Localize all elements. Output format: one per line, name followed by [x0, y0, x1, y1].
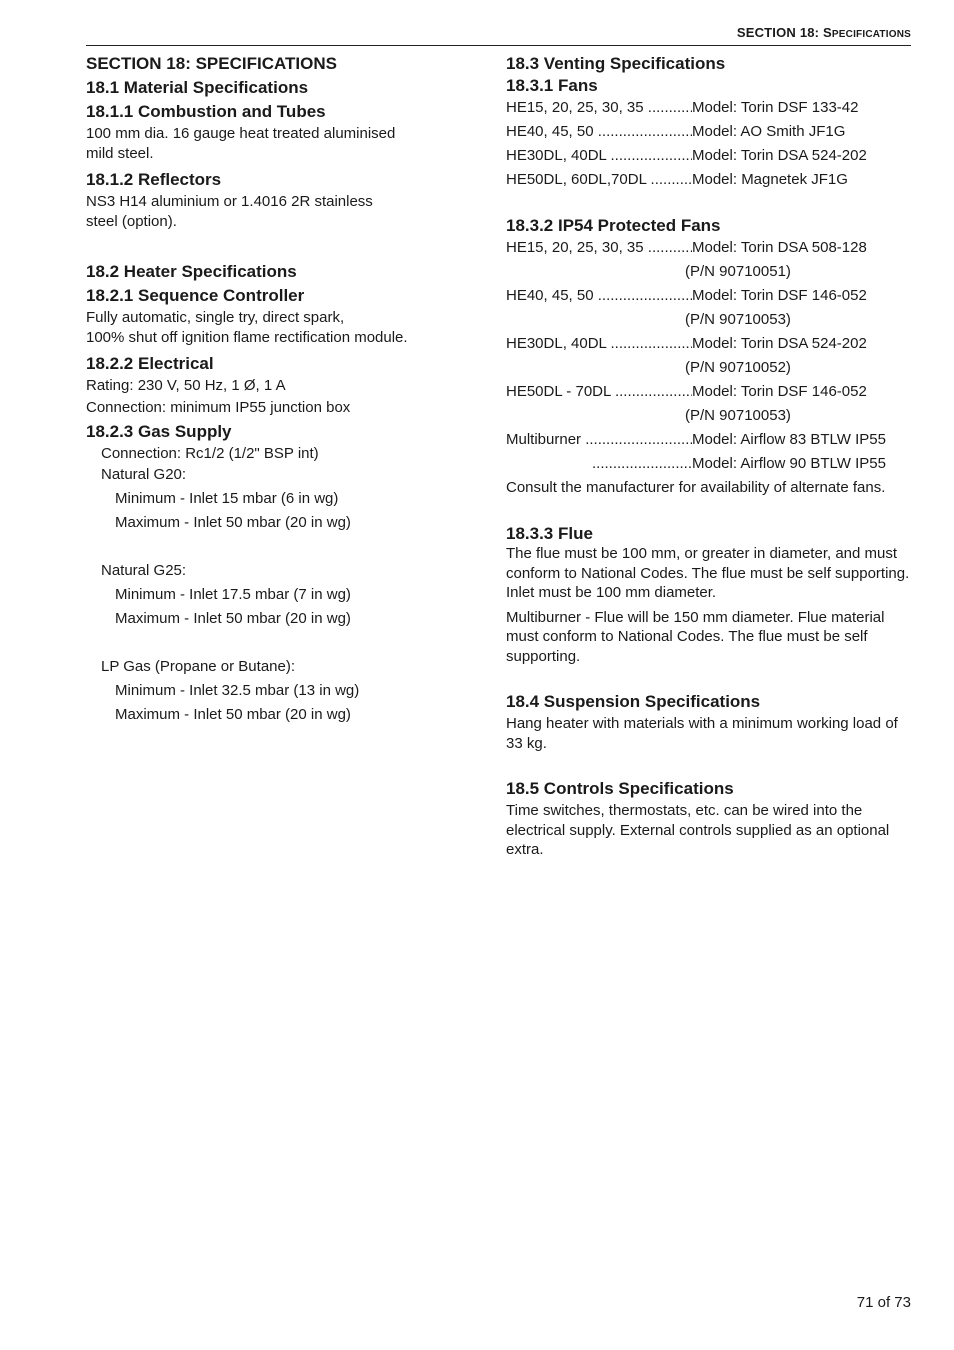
heading-18-2-1: 18.2.1 Sequence Controller	[86, 286, 305, 305]
fan-model: Model: Torin DSF 133-42	[692, 99, 859, 116]
fan-row	[506, 120, 916, 144]
fan-model-range: HE40, 45, 50 .....	[506, 120, 692, 144]
running-head	[737, 25, 911, 40]
ip54-model: Model: Torin DSF 146-052	[692, 383, 867, 400]
right-column	[506, 52, 916, 860]
ip54-model-range: HE30DL, 40DL .....	[506, 332, 692, 356]
ip54-part-number: (P/N 90710052)	[685, 359, 791, 376]
gas-g20-label: Natural G20:	[101, 466, 187, 483]
suspension-text: Hang heater with materials with a minimum working load of 33 kg.	[506, 715, 898, 752]
ip54-fans-list	[506, 236, 916, 476]
heading-18-2: 18.2 Heater Specifications	[86, 262, 297, 281]
fan-model-range: HE15, 20, 25, 30, 35 .....	[506, 96, 692, 120]
text-18-1-1: 100 mm dia. 16 gauge heat treated aluminised mild steel.	[86, 125, 396, 162]
gas-g25-min: Minimum - Inlet 17.5 mbar (7 in wg)	[115, 586, 351, 603]
ip54-part-number: (P/N 90710051)	[685, 263, 791, 280]
section-title: SECTION 18: SPECIFICATIONS	[86, 54, 337, 73]
ip54-row	[506, 284, 916, 308]
consult-note: Consult the manufacturer for availability of alternate fans.	[506, 479, 886, 496]
gas-g25-label: Natural G25:	[101, 562, 187, 579]
ip54-row	[506, 452, 916, 476]
ip54-model-range-leader	[506, 452, 692, 476]
gas-g20-min: Minimum - Inlet 15 mbar (6 in wg)	[115, 490, 339, 507]
flue-paragraph-2: Multiburner - Flue will be 150 mm diameter. Flue material must conform to National Codes. The flue must be self supporting.	[506, 608, 885, 665]
ip54-model-range: HE40, 45, 50 .....	[506, 284, 692, 308]
ip54-model-range: Multiburner .....	[506, 428, 692, 452]
heading-18-3-2: 18.3.2 IP54 Protected Fans	[506, 216, 721, 235]
heading-18-1: 18.1 Material Specifications	[86, 78, 309, 97]
text-18-2-1-line2: 100% shut off ignition flame rectification module.	[86, 328, 408, 346]
left-column	[86, 52, 476, 727]
electrical-rating: Rating: 230 V, 50 Hz, 1 Ø, 1 A	[86, 377, 286, 394]
controls-text: Time switches, thermostats, etc. can be wired into the electrical supply. External controls supplied as an optional extra.	[506, 802, 890, 858]
gas-lp-max: Maximum - Inlet 50 mbar (20 in wg)	[115, 706, 351, 723]
heading-18-3: 18.3 Venting Specifications	[506, 54, 726, 73]
fan-model: Model: Torin DSA 524-202	[692, 147, 867, 164]
gas-connection: Connection: Rc1/2 (1/2" BSP int)	[101, 444, 319, 462]
text-18-2-1-line1: Fully automatic, single try, direct spark,	[86, 309, 345, 326]
fan-model-range: HE30DL, 40DL .....	[506, 144, 692, 168]
ip54-model-range: HE15, 20, 25, 30, 35 .....	[506, 236, 692, 260]
page-number: 71 of 73	[856, 1294, 911, 1311]
ip54-model: Model: Airflow 90 BTLW IP55	[692, 455, 886, 472]
fan-model-range: HE50DL, 60DL,70DL .....	[506, 168, 692, 192]
header-rule	[86, 45, 911, 46]
ip54-model: Model: Torin DSA 524-202	[692, 335, 867, 352]
ip54-row	[506, 428, 916, 452]
gas-g25-max: Maximum - Inlet 50 mbar (20 in wg)	[115, 610, 351, 627]
ip54-part-number: (P/N 90710053)	[685, 407, 791, 424]
gas-lp-label: LP Gas (Propane or Butane):	[101, 658, 296, 675]
fan-model: Model: AO Smith JF1G	[692, 123, 846, 140]
heading-18-3-1: 18.3.1 Fans	[506, 76, 598, 95]
ip54-model: Model: Airflow 83 BTLW IP55	[692, 431, 886, 448]
fan-row	[506, 96, 916, 120]
fan-row	[506, 144, 916, 168]
heading-18-2-3: 18.2.3 Gas Supply	[86, 421, 232, 441]
heading-18-1-2: 18.1.2 Reflectors	[86, 170, 222, 189]
gas-lp-min: Minimum - Inlet 32.5 mbar (13 in wg)	[115, 682, 360, 699]
fans-list	[506, 96, 916, 192]
fan-model: Model: Magnetek JF1G	[692, 171, 848, 188]
gas-g20-max: Maximum - Inlet 50 mbar (20 in wg)	[115, 514, 351, 531]
ip54-part-number: (P/N 90710053)	[685, 311, 791, 328]
heading-18-2-2: 18.2.2 Electrical	[86, 354, 214, 373]
text-18-1-2: NS3 H14 aluminium or 1.4016 2R stainless steel (option).	[86, 193, 373, 230]
ip54-row	[506, 380, 916, 404]
heading-18-1-1: 18.1.1 Combustion and Tubes	[86, 102, 326, 121]
running-head-main: SECTION 18: S	[736, 25, 832, 40]
ip54-model-range: HE50DL - 70DL .....	[506, 380, 692, 404]
heading-18-4: 18.4 Suspension Specifications	[506, 692, 761, 711]
running-head-smallcaps: PECIFICATIONS	[831, 29, 911, 40]
ip54-model: Model: Torin DSA 508-128	[692, 239, 867, 256]
heading-18-3-3: 18.3.3 Flue	[506, 524, 593, 543]
heading-18-5: 18.5 Controls Specifications	[506, 779, 734, 798]
ip54-row	[506, 332, 916, 356]
fan-row	[506, 168, 916, 192]
electrical-connection: Connection: minimum IP55 junction box	[86, 398, 351, 416]
flue-paragraph-1: The flue must be 100 mm, or greater in diameter, and must conform to National Codes. The flue must be self supporting. Inlet must be 100 mm diameter.	[506, 545, 910, 601]
ip54-model: Model: Torin DSF 146-052	[692, 287, 867, 304]
ip54-row	[506, 236, 916, 260]
